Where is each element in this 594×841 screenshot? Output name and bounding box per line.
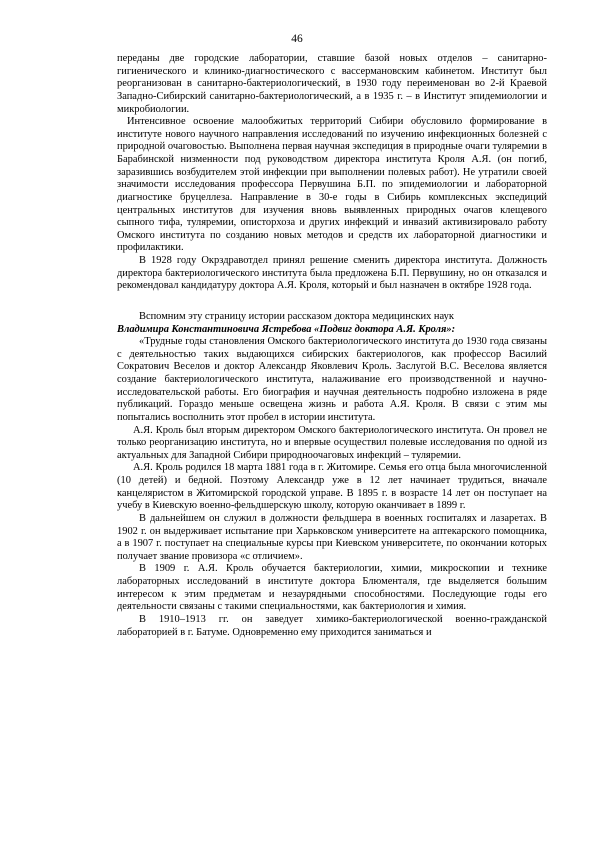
paragraph-3: В 1928 году Окрздравотдел принял решение сменить директора института. Должность директора бактериологического института была предложена Б.П. Первушину, но он отказался и рекомендовал кандидатуру доктора А.Я. Кроля, который и был назначен в октябре 1928 года. xyxy=(117,255,547,292)
paragraph-4: Вспомним эту страницу истории рассказом доктора медицинских наук xyxy=(139,310,454,322)
paragraph-gap xyxy=(117,293,547,311)
page-number: 46 xyxy=(291,33,303,45)
paragraph-7: А.Я. Кроль родился 18 марта 1881 года в г. Житомире. Семья его отца была многочисленной (10 детей) и бедной. Поэтому Александр уже в 12 лет начинает трудиться, вначале канцеляристом в Житомирской городской управе. В 1895 г. в возрасте 14 лет он поступает на учебу в Киевскую военно-фельдшерскую школу, которую оканчивает в 1899 г. xyxy=(117,462,547,512)
paragraph-5: «Трудные годы становления Омского бактериологического института до 1930 года связаны с деятельностью таких выдающихся сибирских бактериологов, как профессор Василий Сократович Веселов и доктор Александр Яковлевич Кроль. Заслугой В.С. Веселова является создание бактериологического института, налаживание его производственной и научно-исследовательской работы. Его биография и научная деятельность подробно изложена в ряде публикаций. Гораздо меньше освещена жизнь и работа А.Я. Кроля. В связи с этим мы попытались восполнить этот пробел в истории института. xyxy=(117,336,547,423)
paragraph-10: В 1910–1913 гг. он заведует химико-бактериологической военно-гражданской лабораторией в г. Батуме. Одновременно ему приходится заниматься и xyxy=(117,613,547,638)
paragraph-8: В дальнейшем он служил в должности фельдшера в военных госпиталях и лазаретах. В 1902 г. он выдерживает испытание при Харьковском университете на аптекарского помощника, а в 1907 г. поступает на специальные курсы при Киевском университете, по окончании которых получает звание провизора «с отличием». xyxy=(117,512,547,562)
page-body xyxy=(117,53,547,639)
quote-heading: Владимира Константиновича Ястребова «Подвиг доктора А.Я. Кроля»: xyxy=(117,323,456,335)
paragraph-6: А.Я. Кроль был вторым директором Омского бактериологического института. Он провел не только реорганизацию института, но и впервые осуществил полевые исследования по одной из актуальных для Западной Сибири природноочаговых инфекций – туляремии. xyxy=(117,424,547,461)
paragraph-2: Интенсивное освоение малообжитых территорий Сибири обусловило формирование в институте нового научного направления исследований по изучению инфекционных болезней с природной очаговостью. Выполнена первая научная экспедиция в природные очаги туляремии в Барабинской низменности под руководством директора института Кроля А.Я. (он погиб, заразившись возбудителем этой инфекции при выполнении полевых работ). Не утратили своей значимости исследования профессора Первушина Б.П. по эпидемиологии и лабораторной диагностике бруцеллеза. Направление в 30-е годы в Сибирь комплексных экспедиций центральных институтов для изучения вновь выявленных природных очагов клещевого сыпного тифа, туляремии, описторхоза и других инфекций и инвазий активизировало работу Омского института по созданию новых методов и средств их лабораторной диагностики и профилактики. xyxy=(117,116,547,254)
paragraph-1: переданы две городские лаборатории, ставшие базой новых отделов – санитарно-гигиенического и клинико-диагностического с вассермановским кабинетом. Институт был реорганизован в санитарно-бактериологический, в 1930 году переименован во 2-й Краевой Западно-Сибирский санитарно-бактериологический, а в 1935 г. – в Институт эпидемиологии и микробиологии. xyxy=(117,53,547,115)
paragraph-9: В 1909 г. А.Я. Кроль обучается бактериологии, химии, микроскопии и технике лабораторных исследований в институте доктора Блюменталя, где выделяется большим интересом к этим предметам и незаурядными способностями. Последующие годы его деятельности связаны с такими специальностями, как бактериология и химия. xyxy=(117,563,547,613)
